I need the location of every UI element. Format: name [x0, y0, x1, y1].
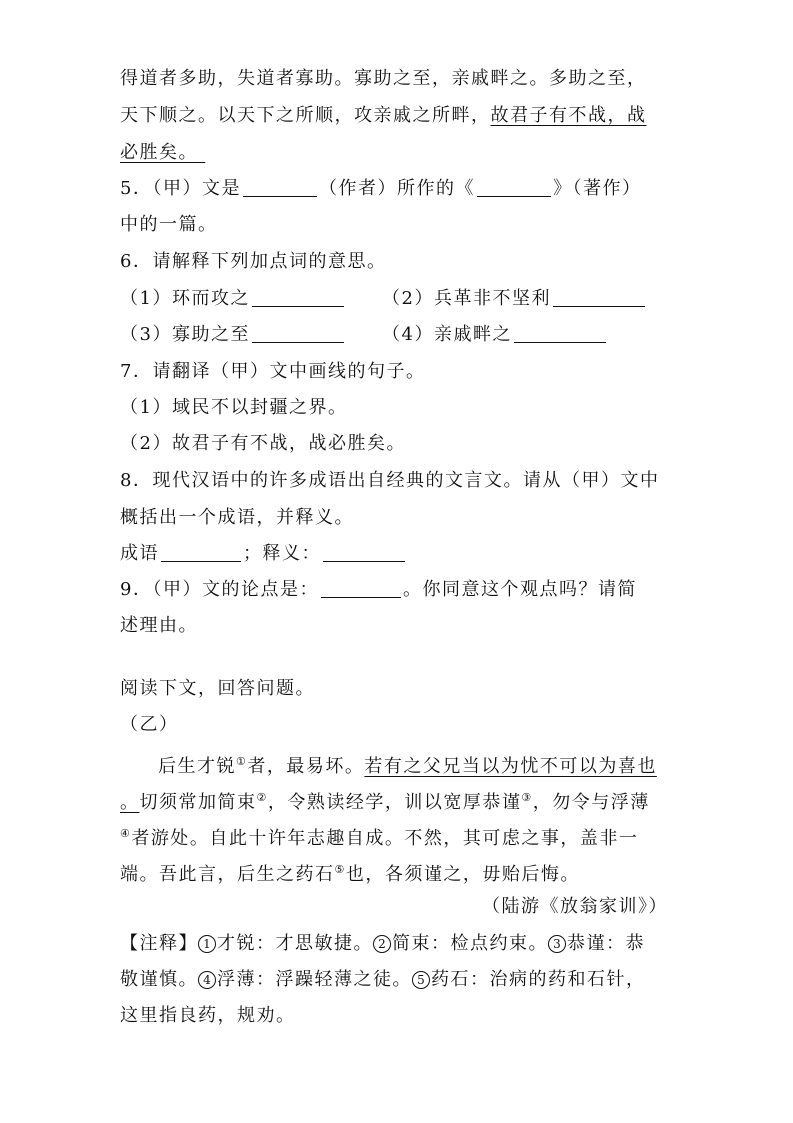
section-intro	[120, 672, 315, 706]
passage-text: 后生才锐	[158, 756, 236, 777]
underlined-sentence: 故君子有不战，战	[490, 105, 647, 126]
question-6-row-1	[120, 282, 346, 316]
passage-text: 者游处。自此十许年志趣自成。不然，其可虑之事，盖非一	[131, 828, 639, 849]
instruction-text: 阅读下文，回答问题。	[120, 678, 315, 699]
question-text: 8．现代汉语中的许多成语出自经典的文言文。请从（甲）文中	[120, 470, 660, 491]
jia-text: 得道者多助，失道者寡助。寡助之至，亲戚畔之。多助之至，	[120, 68, 647, 89]
answer-blank-work[interactable]	[477, 178, 551, 197]
footnote-marker: ③	[521, 791, 533, 804]
notes-line-2	[120, 963, 646, 997]
question-5	[120, 172, 641, 206]
question-6-row-1b	[382, 282, 647, 316]
question-text: 中的一篇。	[120, 214, 218, 235]
footnote-number: 4	[198, 971, 216, 989]
sub-question: （3）寡助之至	[120, 324, 250, 345]
underlined-sentence: 若有之父兄当以为忧不可以为喜也	[364, 756, 657, 777]
note-text: 才锐：才思敏捷。	[217, 933, 373, 954]
passage-text: 也，各须谨之，毋贻后悔。	[345, 864, 580, 885]
answer-blank-meaning[interactable]	[323, 543, 405, 562]
notes-heading: 【注释】	[120, 933, 198, 954]
jia-line-1	[120, 62, 647, 96]
question-7-item-2	[120, 427, 406, 461]
note-text: 这里指良药，规劝。	[120, 1005, 296, 1026]
note-text: 药石：治病的药和石针，	[431, 969, 646, 990]
passage-text: 端。吾此言，后生之药石	[120, 864, 335, 885]
question-text: （甲）文是	[152, 178, 241, 199]
notes-line-3	[120, 999, 296, 1033]
question-6-row-2	[120, 318, 346, 352]
note-text: 浮薄：浮躁轻薄之徒。	[217, 969, 412, 990]
sub-question: （1）环而攻之	[120, 288, 250, 309]
question-9	[120, 573, 637, 607]
question-text: 。你同意这个观点吗？请简	[402, 579, 637, 600]
question-text: （作者）所作的《	[318, 178, 475, 199]
yi-line-4	[120, 853, 580, 892]
source-text: （陆游《放翁家训》）	[482, 896, 668, 917]
source-citation	[482, 890, 668, 924]
answer-blank[interactable]	[252, 324, 344, 343]
question-number: 5．	[120, 178, 153, 199]
answer-blank-thesis[interactable]	[321, 579, 401, 598]
question-7	[120, 355, 425, 389]
passage-text: 切须常加简束	[139, 792, 257, 813]
question-9-line-2	[120, 609, 198, 643]
passage-text: 者，最易坏。	[247, 756, 365, 777]
footnote-marker: ④	[120, 827, 132, 840]
note-text: 简束：检点约束。	[392, 933, 548, 954]
question-text: 6．请解释下列加点词的意思。	[120, 251, 387, 272]
answer-blank[interactable]	[553, 288, 645, 307]
notes-line-1	[120, 927, 645, 961]
underlined-sentence: 。	[120, 792, 140, 813]
footnote-marker: ⑤	[334, 863, 346, 876]
question-8-line-2	[120, 501, 354, 535]
jia-line-2	[120, 99, 647, 133]
answer-blank-idiom[interactable]	[161, 543, 241, 562]
passage-label-text: （乙）	[120, 714, 179, 735]
footnote-number: 5	[412, 971, 430, 989]
jia-text: 天下顺之。以天下之所顺，攻亲戚之所畔，	[120, 105, 491, 126]
yi-line-1	[158, 745, 657, 784]
question-6	[120, 245, 386, 279]
jia-line-3	[120, 136, 205, 170]
sub-question: （1）域民不以封疆之界。	[120, 397, 348, 418]
meaning-label: ；释义：	[243, 543, 321, 564]
question-8-answer	[120, 537, 407, 571]
footnote-number: 3	[548, 935, 566, 953]
question-text: 》（著作）	[552, 178, 642, 199]
footnote-marker: ①	[236, 755, 248, 768]
passage-text: ，勿令与浮薄	[532, 792, 650, 813]
question-text: 述理由。	[120, 615, 198, 636]
idiom-label: 成语	[120, 543, 159, 564]
passage-text: ，令熟读经学，训以宽厚恭谨	[267, 792, 522, 813]
question-text: 概括出一个成语，并释义。	[120, 507, 354, 528]
question-7-item-1	[120, 391, 347, 425]
question-5-line-2	[120, 208, 218, 242]
footnote-number: 1	[198, 935, 216, 953]
note-text: 恭谨：恭	[567, 933, 645, 954]
underlined-sentence: 必胜矣。	[120, 142, 198, 163]
answer-blank[interactable]	[252, 288, 344, 307]
answer-blank[interactable]	[514, 324, 606, 343]
passage-label	[120, 708, 179, 742]
question-6-row-2b	[382, 318, 608, 352]
sub-question: （2）兵革非不坚利	[382, 288, 551, 309]
footnote-number: 2	[373, 935, 391, 953]
note-text: 敬谨慎。	[120, 969, 198, 990]
question-text: 7．请翻译（甲）文中画线的句子。	[120, 361, 426, 382]
question-8	[120, 464, 659, 498]
sub-question: （4）亲戚畔之	[382, 324, 512, 345]
sub-question: （2）故君子有不战，战必胜矣。	[120, 433, 406, 454]
question-text: 9．（甲）文的论点是：	[120, 579, 319, 600]
answer-blank-author[interactable]	[243, 178, 317, 197]
footnote-marker: ②	[256, 791, 268, 804]
yi-line-2	[120, 781, 650, 820]
yi-line-3	[120, 817, 638, 856]
